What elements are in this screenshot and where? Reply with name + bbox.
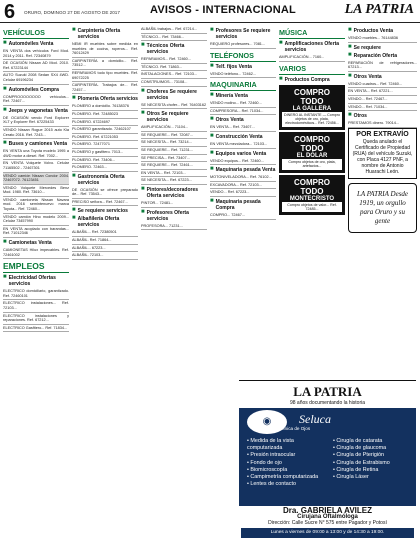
classified-ad: SE REQUIERE... Ref. 72087... [141, 132, 207, 140]
subcategory-heading [3, 141, 69, 147]
classified-ad: VENDO... Ref. 71034... [348, 104, 417, 112]
column-1 [3, 26, 69, 544]
classified-ad: DE OCASIÓN vendo Ford Explorer XLT y Explorer Ref. 67225433 [3, 115, 69, 127]
clinic-service: • Campimetría computarizada [247, 474, 319, 481]
classified-ad: PRESTAMOS dinero. 79014... [348, 120, 417, 128]
subcategory-heading [141, 187, 207, 199]
category-heading: MÚSICA [279, 28, 345, 39]
subcategory-heading [279, 41, 345, 53]
classified-ad: VENDO Nissan Rogue 2015 auto Kia Cerato 2016. Ref. 7243... [3, 127, 69, 139]
subcategory-heading [348, 74, 417, 80]
subcategory-label: Choferes Se requiere servicios [146, 88, 197, 101]
classified-ad: ELECTRICO instalaciones... Ref. 72103... [3, 300, 69, 312]
subcategory-label: Maquinaria pesada Venta [215, 167, 276, 174]
bullet-icon: ■ [348, 72, 352, 79]
bullet-icon: ■ [3, 85, 7, 92]
classified-ad: PROFESORA... 71231... [141, 223, 207, 231]
ad-text: Compro objetos de oro, plata, artefactos... [282, 159, 342, 170]
classified-ad: VENDO molino... Ref. 72460... [210, 100, 276, 108]
classified-ad: ALBAÑIL... Ref. 72380501 [72, 229, 138, 237]
subcategory-label: Construcción Venta [215, 133, 263, 140]
classified-ad: SE NECESITA... Ref. 67223... [141, 177, 207, 185]
ad-title: COMPRO TODO [294, 177, 330, 196]
bullet-icon: ■ [279, 40, 283, 46]
classified-ad: ALBAÑIL... 67223... [72, 245, 138, 253]
subcategory-heading [72, 28, 138, 40]
classified-ad: DE OCASIÓN se ofrece preparado de... Ref. 73543... [72, 187, 138, 199]
lost-document-notice [348, 128, 417, 179]
subcategory-label: Automóviles Compra [8, 86, 59, 93]
subcategory-label: Carpintería Oferta servicios [77, 28, 121, 40]
subcategory-heading [210, 199, 276, 211]
classified-ad: PRECISO señora... Ref. 72467... [72, 199, 138, 207]
classified-ad: ELECTRICO Gasfitero... Ref. 71834... [3, 325, 69, 333]
subcategory-heading [279, 77, 345, 83]
subcategory-label: Profesores Oferta servicios [146, 209, 189, 222]
clinic-services-right [331, 438, 415, 481]
page-header [0, 0, 420, 23]
classified-ad: EN VENTA acoplado con barandas... Ref. 71012346 [3, 226, 69, 238]
subcategory-heading [348, 113, 417, 119]
doctor-address: Dirección: Calle Sucre N° 575 entre Pagador y Potosí [268, 520, 387, 526]
classified-ad: EN VENTA una Toyota modelo 1995 a 4WD motor a diesel. Ref. 7002... [3, 148, 69, 160]
clinic-service: • Cirugía de catarata [333, 438, 383, 444]
clinic-service: • Cirugía de Estrabismo [333, 459, 390, 466]
brand-box-subtitle: 98 años documentando la historia [289, 400, 366, 406]
subcategory-heading [348, 45, 417, 51]
subcategory-heading [210, 151, 276, 157]
ad-title: COMPRO TODO [294, 134, 330, 153]
classified-ad: ALBAÑIL trabajos... Ref. 67214... [141, 26, 207, 34]
classified-ad: DE OCASIÓN Nissan AD Mod. 2010. Ref. 67223144 [3, 60, 69, 72]
bullet-icon: ■ [72, 172, 76, 179]
classified-ad: CONSTRUIMOS... 73108... [141, 79, 207, 87]
subcategory-heading [72, 208, 138, 214]
subcategory-heading [348, 53, 417, 59]
subcategory-heading [141, 111, 207, 123]
classified-ad: SE NECESITA chofer... Ref. 76403162 [141, 102, 207, 110]
classified-ad: ALBAÑIL. 72103... [72, 252, 138, 260]
doctor-hours: Lunes a viernes de 09:00 a 13:00 y de 14:30 a 19:00. [241, 528, 414, 538]
subcategory-label: Automóviles Venta [8, 41, 54, 47]
classified-ad: AUTO Suzuki 2008 Sedan SX4 4WD. Celular 69196234 [3, 72, 69, 84]
ad-text: DINERO AL INSTANTE — Compro objetos de oro, plata, electrodomésticos... Ref. 72456... [282, 112, 342, 127]
page-number: 6 [4, 1, 16, 23]
subcategory-label: Reparación Oferta [353, 52, 397, 59]
subcategory-heading [3, 275, 69, 287]
subcategory-heading [141, 89, 207, 101]
classified-ad: PLOMERO. 67224697 [72, 119, 138, 127]
clinic-service: • Lentes de contacto [247, 481, 296, 488]
classified-ad: PLOMERO. Ref. 72485023 [72, 111, 138, 119]
subcategory-heading [141, 43, 207, 55]
clinic-service: • Biomicroscopía [247, 466, 288, 473]
notice-title: POR EXTRAVÍO [356, 130, 409, 138]
classified-ad: ELECTRICO instalaciones y reparaciones. Ref. 67212... [3, 313, 69, 325]
ad-compro-montecristo [279, 175, 345, 216]
bullet-icon: ■ [72, 27, 76, 33]
subcategory-label: Se requiere servicios [77, 208, 128, 215]
bullet-icon: ■ [279, 75, 283, 82]
subcategory-label: Amplificaciones Oferta servicios [284, 41, 340, 53]
bullet-icon: ■ [210, 116, 214, 123]
classified-ad: VENDO equipos... Ref. 72460... [210, 158, 276, 166]
subcategory-label: Técnicos Oferta servicios [146, 43, 185, 56]
classified-ad: EN VENTA mezcladora... 72103... [210, 141, 276, 149]
classified-ad: SE PRECISA... Ref. 73407... [141, 155, 207, 163]
classified-ad: COMPRESORA... Ref. 71034... [210, 108, 276, 116]
classified-ad: PLOMERO. Ref. 67221053 [72, 134, 138, 142]
subcategory-heading [210, 28, 276, 40]
subcategory-heading [210, 117, 276, 123]
bullet-icon: ■ [348, 51, 352, 58]
subcategory-label: Pintores/decoradores Oferta servicios [146, 186, 199, 199]
clinic-tagline: Clínica de Ojos [279, 426, 311, 431]
bullet-icon: ■ [3, 239, 7, 246]
column-5 [279, 26, 345, 380]
clinic-service: • Cirugía Láser [333, 474, 369, 481]
ad-text: Compro objetos de valor... Ref. 72485... [282, 202, 342, 213]
clinic-banner [239, 408, 416, 506]
bullet-icon: ■ [3, 40, 7, 46]
classified-ad: REPARAMOS todo tipo muebles. Ref. 69072225 [72, 70, 138, 82]
classified-ad: VENDO... Ref. 67223... [210, 189, 276, 197]
brand-motto: LA PATRIA Desde 1919, un orgullo para Oruro y su gente [348, 183, 417, 233]
bullet-icon: ■ [348, 112, 352, 119]
classified-ad: EN VENTA dos vehículos Ford Mod. 2014 y 2011. Ref. 72340879 [3, 48, 69, 60]
classified-ad: VENDO... Ref. 72467... [348, 96, 417, 104]
bullet-icon: ■ [141, 87, 145, 94]
column-2 [72, 26, 138, 544]
doctor-info [239, 506, 416, 540]
category-heading: VARIOS [279, 64, 345, 75]
subcategory-label: Electricidad Ofertas servicios [8, 275, 56, 288]
category-heading: VEHÍCULOS [3, 28, 69, 39]
bullet-icon: ■ [72, 95, 76, 102]
bullet-icon: ■ [141, 110, 145, 117]
bullet-icon: ■ [210, 166, 214, 173]
subcategory-heading [3, 108, 69, 114]
classified-ad: VENDO muebles... 76144836 [348, 35, 417, 43]
bullet-icon: ■ [210, 132, 214, 139]
classified-ad: EN VENTA... Ref. 72103... [141, 170, 207, 178]
doctor-name: Dra. GABRIELA AVILEZ [282, 506, 373, 515]
classified-ad: SE REQUIERE... Ref. 72461... [141, 162, 207, 170]
clinic-service: • Medida de la vista computarizada [247, 438, 294, 452]
clinic-service: • Cirugía de Pterigión [333, 452, 385, 459]
brand-logo: LA PATRIA [344, 2, 414, 17]
classified-ad: CARPINTERÍA a domicilio... Ref. 73512... [72, 58, 138, 70]
page-date: ORURO, DOMINGO 27 DE AGOSTO DE 2017 [24, 10, 120, 15]
classified-ad: PLOMERO y gasfitero. 7013... [72, 149, 138, 157]
subcategory-label: Otros Se requiere servicios [146, 111, 189, 124]
classified-ad: INSTALACIONES... Ref. 72103... [141, 71, 207, 79]
classified-ad: REPARACIÓN de refrigeradores... 67213... [348, 60, 417, 72]
subcategory-label: Camionetas Venta [8, 240, 52, 247]
classified-ad: PLOMERO garantizado. 72462107 [72, 126, 138, 134]
subcategory-heading [72, 174, 138, 186]
subcategory-label: Plomería Oferta servicios [77, 96, 138, 103]
classified-ad: VENDO Volquete Mercedes Benz Mod. 1980. Ref. 73610... [3, 185, 69, 197]
classified-ad: REQUIERO profesores... 7081... [210, 41, 276, 49]
column-3 [141, 26, 207, 544]
classified-ad: VENDO cuadros... Ref. 72460... [348, 81, 417, 89]
subcategory-heading [3, 87, 69, 93]
classified-ad: COMPRO... 72467... [210, 212, 276, 220]
classified-ad: VENDO teléfono... 72462... [210, 71, 276, 79]
subcategory-label: Maquinaria pesada Compra [215, 198, 261, 211]
category-heading: EMPLEOS [3, 261, 69, 273]
section-title: AVISOS - INTERNACIONAL [150, 4, 296, 16]
clinic-service: • Cirugía de Retina [333, 466, 379, 473]
clinic-ad [239, 380, 416, 543]
clinic-service: • Presión intraocular [247, 452, 296, 459]
classified-ad: VENDO camión Nissan Condor 2004. 72467072. 76123451 [3, 173, 69, 185]
ad-subtitle: LA GALLERA [292, 105, 332, 112]
subcategory-label: Productos Venta [353, 28, 394, 34]
bullet-icon: ■ [72, 215, 76, 222]
classified-ad: EN VENTA Volquete Volvo. Celular 71165502 - 72467301 [3, 160, 69, 172]
ad-title: COMPRO TODO [294, 87, 330, 106]
bullet-icon: ■ [210, 92, 214, 99]
classified-ad: EXCAVADORA... Ref. 72103... [210, 182, 276, 190]
subcategory-label: Otros Venta [215, 117, 244, 124]
classified-ad: EN VENTA... Ref. 67221... [348, 88, 417, 96]
classified-ad: AMPLIFICACIÓN... 7160... [279, 54, 345, 62]
classified-ad: AMPLIFICACIÓN... 71104... [141, 124, 207, 132]
ad-subtitle: MONTECRISTO [289, 195, 335, 202]
subcategory-label: Profesores Se requiere servicios [215, 28, 271, 40]
subcategory-heading [3, 41, 69, 47]
bullet-icon: ■ [141, 208, 145, 215]
bullet-icon: ■ [141, 185, 145, 192]
subcategory-label: Productos Compra [284, 76, 330, 83]
classified-ad: PLOMERO. 72463... [72, 164, 138, 172]
ad-compro-gallera [279, 85, 345, 130]
subcategory-heading [210, 64, 276, 70]
subcategory-heading [210, 134, 276, 140]
bullet-icon: ■ [210, 27, 214, 33]
category-heading: TELÉFONOS [210, 51, 276, 62]
subcategory-label: Albañilería Oferta servicios [77, 216, 120, 229]
subcategory-label: Gastronomía Oferta servicios [77, 173, 125, 186]
subcategory-heading [72, 216, 138, 228]
category-heading: MAQUINARIA [210, 80, 276, 91]
subcategory-label: Jeeps y vagonetas Venta [8, 107, 68, 114]
clinic-name: Seluca [299, 412, 331, 426]
classified-ad: NEMI IR muebles sobre medida en muebles de cocina, roperos... Ref. 76012429 [72, 41, 138, 58]
classified-ad: MOTONIVELADORA... Ref. 76102... [210, 174, 276, 182]
brand-box-title: LA PATRIA [293, 384, 362, 399]
classified-ad: ELECTRICO domiciliario, garantizado. Ref. 72460101 [3, 288, 69, 300]
subcategory-heading [72, 96, 138, 102]
bullet-icon: ■ [348, 27, 352, 33]
clinic-service: • Fondo de ojo [247, 459, 282, 466]
bullet-icon: ■ [210, 149, 214, 156]
clinic-service: • Cirugía de glaucoma [333, 445, 387, 452]
subcategory-label: Equipos varios Venta [215, 150, 267, 157]
classified-ad: PLOMERO. 72477071 [72, 141, 138, 149]
column-6 [348, 26, 417, 380]
subcategory-label: Otros [353, 113, 367, 120]
bullet-icon: ■ [3, 140, 7, 147]
classified-ad: TÉCNICO... Ref. 73466... [141, 34, 207, 42]
classified-ad: COMPROOOOOOOO vehículos... Ref. 72467... [3, 94, 69, 106]
classified-ad: PINTOR... 72481... [141, 200, 207, 208]
subcategory-label: Buses y camiones Venta [8, 141, 67, 148]
classified-ad: VENDO camioneta Nissan Navara mod. 2016 semintenuevo marca Toyota... Ref. 72460... [3, 197, 69, 214]
subcategory-heading [348, 28, 417, 34]
classified-ad: CARPINTERÍA. Trabajos de... Ref. 72457... [72, 82, 138, 94]
subcategory-label: Telf. fijos Venta [215, 63, 252, 70]
bullet-icon: ■ [210, 62, 214, 69]
bullet-icon: ■ [141, 42, 145, 49]
bullet-icon: ■ [3, 274, 7, 281]
classified-ad: CAMIONETAS Hilux impecables. Ref. 72461002 [3, 247, 69, 259]
subcategory-label: Otros Venta [353, 73, 382, 80]
bullet-icon: ■ [72, 207, 76, 214]
classified-ad: TÉCNICO. Ref. 71863... [141, 64, 207, 72]
bullet-icon: ■ [210, 197, 214, 204]
classified-ad: ALBAÑIL. Ref. 71864... [72, 237, 138, 245]
bullet-icon: ■ [348, 43, 352, 50]
subcategory-heading [3, 240, 69, 246]
notice-text: Queda anulado el Certificado de Propiedad (RUA) del vehículo Suzuki, con Placa 4127 PNF, a nombre de Antonio Huarachi León. [352, 138, 413, 175]
subcategory-label: Minería Venta [215, 93, 248, 100]
doctor-specialty: Cirujana Oftalmóloga [297, 514, 358, 520]
classified-ad: PLOMERO a domicilio. 76138376 [72, 103, 138, 111]
subcategory-heading [210, 167, 276, 173]
classified-ad: SE NECESITA... Ref. 73214... [141, 139, 207, 147]
subcategory-label: Se requiere [353, 44, 381, 51]
ad-compro-dolar [279, 132, 345, 173]
classified-ad: EN VENTA... Ref. 73407... [210, 124, 276, 132]
subcategory-heading [141, 210, 207, 222]
subcategory-heading [210, 93, 276, 99]
bullet-icon: ■ [3, 106, 7, 113]
clinic-services-left [245, 438, 327, 488]
ad-subtitle: EL DÓLAR [296, 152, 328, 159]
classified-ad: SE REQUIERE... Ref. 71231... [141, 147, 207, 155]
classified-ad: VENDO camión Hino modelo 2009... Celular 73457990 [3, 214, 69, 226]
classified-ad: REPARAMOS... Ref. 72460... [141, 56, 207, 64]
classified-ad: PLOMERO. Ref. 73406... [72, 157, 138, 165]
eye-icon: ◉ [247, 410, 287, 434]
